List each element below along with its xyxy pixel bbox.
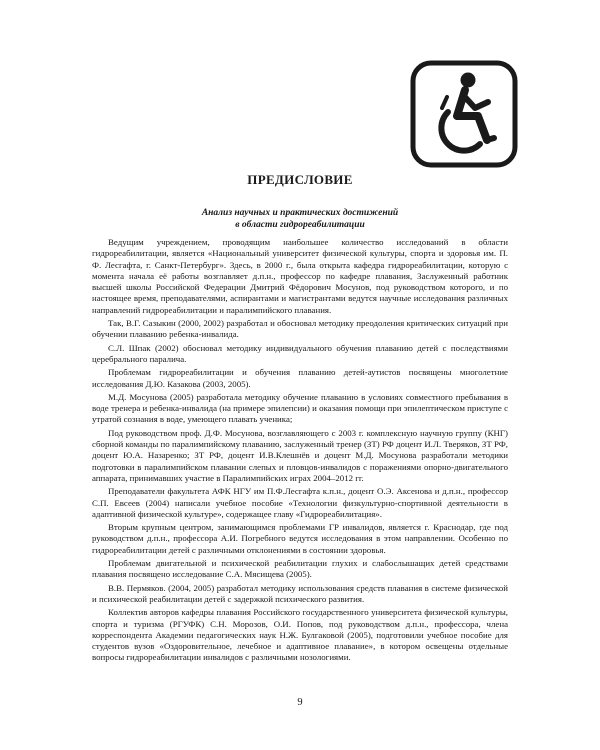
section-subtitle xyxy=(0,207,600,231)
paragraph: Так, В.Г. Сазыкин (2000, 2002) разработал и обосновал методику преодоления критических ситуаций при обучении плаванию ребенка-инвалида. xyxy=(92,318,508,340)
page-number: 9 xyxy=(297,697,303,708)
paragraph: Коллектив авторов кафедры плавания Российского государственного университета физической культуры, спорта и туризма (РГУФК) С.Н. Морозов, О.И. Попов, под руководством д.п.н., профессора, члена корреспондента Академии педагогических наук Н.Ж. Булгаковой (2005), подготовили учебное пособие для студентов вузов «Оздоровительное, лечебное и адаптивное плавание», в котором освещены отдельные вопросы гидрореабилитации инвалидов с различными нозологиями. xyxy=(92,607,508,663)
wheelchair-logo xyxy=(410,60,518,168)
paragraph: Вторым крупным центром, занимающимся проблемами ГР инвалидов, является г. Краснодар, где под руководством д.п.н., профессора А.И. Погребного ведутся исследования в этом направлении. Особенно по гидрореабилитации детей с различными отклонениями в состоянии здоровья. xyxy=(92,522,508,555)
paragraph: Под руководством проф. Д.Ф. Мосунова, возглавляющего с 2003 г. комплексную научную группу (КНГ) сборной команды по паралимпийскому плаванию, заслуженный тренер (ЗТ) РФ доцент И.Л. Тверяков, ЗТ РФ, доцент Ю.А. Назаренко; ЗТ РФ, доцент И.В.Клешнёв и доцент М.Д. Мосунова разработали методики подготовки в паралимпийском плавании слепых и пловцов-инвалидов с поражениями опорно-двигательного аппарата, принимавших участие в Паралимпийских играх 2004–2012 гг. xyxy=(92,427,508,483)
paragraph: Проблемам гидрореабилитации и обучения плаванию детей-аутистов посвящены многолетние исследования Д.Ю. Казакова (2003, 2005). xyxy=(92,367,508,389)
paragraph: В.В. Пермяков. (2004, 2005) разработал методику использования средств плавания в системе физической и психической реабилитации детей с задержкой психического развития. xyxy=(92,582,508,604)
page-title: ПРЕДИСЛОВИЕ xyxy=(247,172,353,187)
body-text xyxy=(92,237,508,666)
wheelchair-icon xyxy=(410,60,518,168)
subtitle-line-1: Анализ научных и практических достижений xyxy=(201,208,399,218)
paragraph: С.Л. Шпак (2002) обосновал методику индивидуального обучения плаванию детей с последствиями церебрального паралича. xyxy=(92,342,508,364)
paragraph: М.Д. Мосунова (2005) разработала методику обучение плаванию в условиях совместного пребывания в воде тренера и ребенка-инвалида (на примере эпилепсии) и оказания помощи при эпилептическом приступе с утратой сознания в воде, умеющего плавать ученика; xyxy=(92,391,508,425)
paragraph: Ведущим учреждением, проводящим наибольшее количество исследований в области гидрореабилитации, является «Национальный университет физической культуры, спорта и здоровья им. П. Ф. Лесгафта, г. Санкт-Петербург». Здесь, в 2000 г., была открыта кафедра гидрореабилитации, которую с момента начала её работы возглавляет д.п.н., профессор по кафедре плавания, Заслуженный работник высшей школы Российской Федерации Дмитрий Фёдорович Мосунов, под руководством которого, и по настоящее время, преподавателями, аспирантами и магистрантами ведутся научные исследования различных направлений гидрореабилитации и паралимпийского плавания. xyxy=(92,237,508,315)
subtitle-line-2: в области гидрореабилитации xyxy=(235,220,365,230)
paragraph: Преподаватели факультета АФК НГУ им П.Ф.Лесгафта к.п.н., доцент О.Э. Аксенова и д.п.н., профессор С.П. Евсеев (2004) написали учебное пособие «Технологии физкультурно-спортивной деятельности в адаптивной физической культуре», содержащее главу «Гидрореабилитация». xyxy=(92,486,508,519)
paragraph: Проблемам двигательной и психической реабилитации глухих и слабослышащих детей средствами плавания посвящено исследование С.А. Мясищева (2005). xyxy=(92,558,508,580)
